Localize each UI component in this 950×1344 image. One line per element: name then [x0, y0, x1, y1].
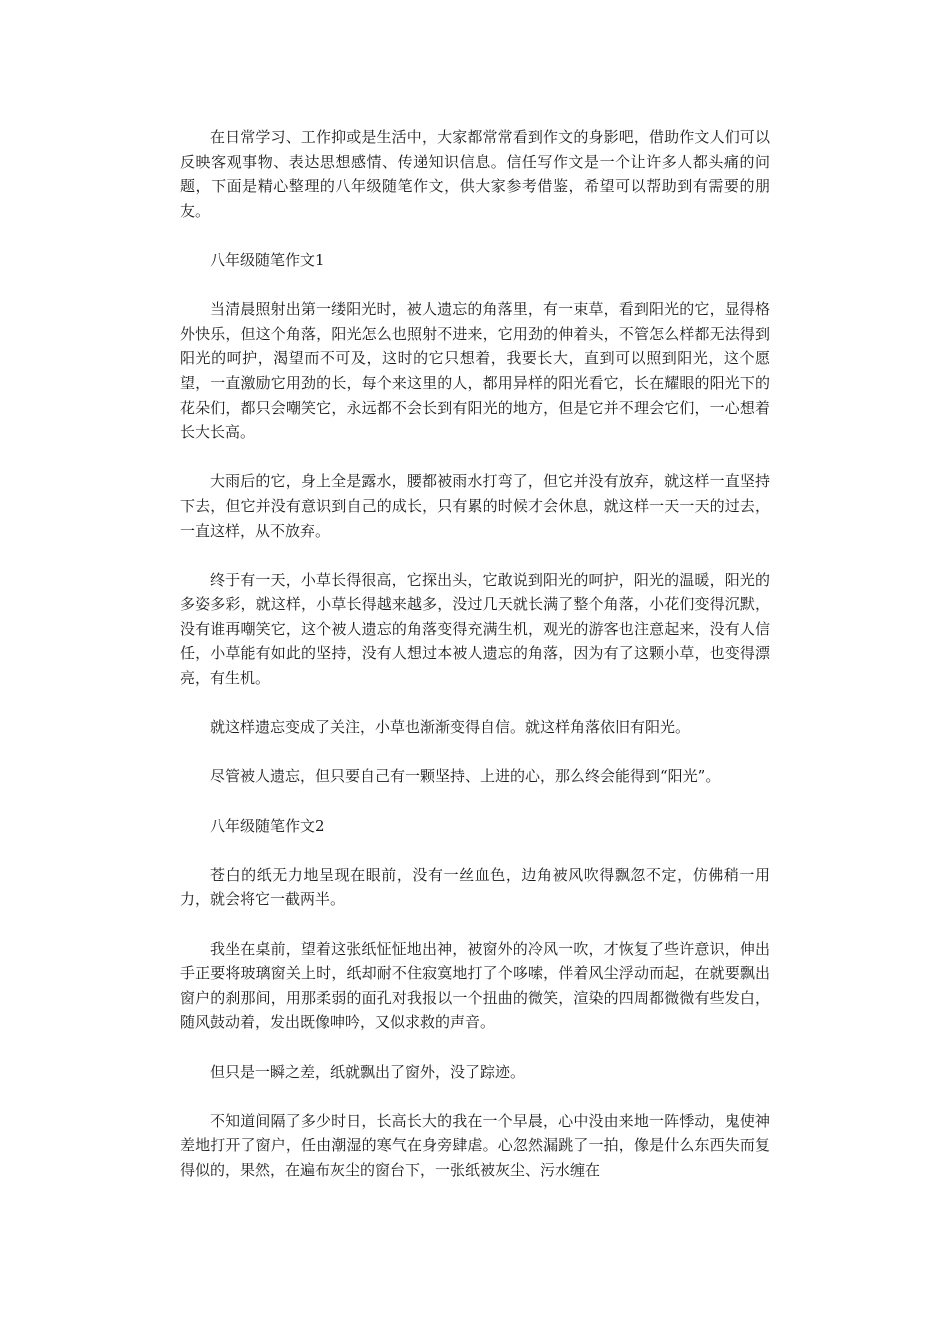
- body-paragraph: 就这样遗忘变成了关注，小草也渐渐变得自信。就这样角落依旧有阳光。: [210, 718, 691, 737]
- body-paragraph: 尽管被人遗忘，但只要自己有一颗坚持、上进的心，那么终会能得到“阳光”。: [210, 767, 721, 786]
- body-paragraph: 我坐在桌前，望着这张纸怔怔地出神，被窗外的冷风一吹，才恢复了些许意识，伸出手正要将玻璃窗关上时，纸却耐不住寂寞地打了个哆嗦，伴着风尘浮动而起，在就要飘出窗户的刹那间，用那柔弱的面孔对我报以一个扭曲的微笑，渲染的四周都微微有些发白，随风鼓动着，发出既像呻吟，又似求救的声音。: [180, 939, 770, 1032]
- document-body: [180, 125, 770, 1183]
- body-paragraph: 大雨后的它，身上全是露水，腰都被雨水打弯了，但它并没有放弃，就这样一直坚持下去，但它并没有意识到自己的成长，只有累的时候才会休息，就这样一天一天的过去，一直这样，从不放弃。: [180, 472, 770, 540]
- section-heading-1: 八年级随笔作文1: [210, 250, 325, 269]
- body-paragraph: 当清晨照射出第一缕阳光时，被人遗忘的角落里，有一束草，看到阳光的它，显得格外快乐，但这个角落，阳光怎么也照射不进来，它用劲的伸着头，不管怎么样都无法得到阳光的呵护，渴望而不可及，这时的它只想着，我要长大，直到可以照到阳光，这个愿望，一直激励它用劲的长，每个来这里的人，都用异样的阳光看它，长在耀眼的阳光下的花朵们，都只会嘲笑它，永远都不会长到有阳光的地方，但是它并不理会它们，一心想着长大长高。: [180, 300, 770, 442]
- body-paragraph: 终于有一天，小草长得很高，它探出头，它敢说到阳光的呵护，阳光的温暖，阳光的多姿多彩，就这样，小草长得越来越多，没过几天就长满了整个角落，小花们变得沉默，没有谁再嘲笑它，这个被人遗忘的角落变得充满生机，观光的游客也注意起来，没有人信任，小草能有如此的坚持，没有人想过本被人遗忘的角落，因为有了这颗小草，也变得漂亮，有生机。: [180, 570, 770, 688]
- section-heading-2: 八年级随笔作文2: [210, 816, 325, 835]
- body-paragraph: 不知道间隔了多少时日，长高长大的我在一个早晨，心中没由来地一阵悸动，鬼使神差地打开了窗户，任由潮湿的寒气在身旁肆虐。心忽然漏跳了一拍，像是什么东西失而复得似的，果然，在遍布灰尘的窗台下，一张纸被灰尘、污水缠在: [180, 1111, 770, 1179]
- body-paragraph: 但只是一瞬之差，纸就飘出了窗外，没了踪迹。: [210, 1062, 526, 1081]
- body-paragraph: 苍白的纸无力地呈现在眼前，没有一丝血色，边角被风吹得飘忽不定，仿佛稍一用力，就会将它一截两半。: [180, 865, 770, 909]
- intro-paragraph: 在日常学习、工作抑或是生活中，大家都常常看到作文的身影吧，借助作文人们可以反映客观事物、表达思想感情、传递知识信息。信任写作文是一个让许多人都头痛的问题，下面是精心整理的八年级随笔作文，供大家参考借鉴，希望可以帮助到有需要的朋友。: [180, 128, 770, 220]
